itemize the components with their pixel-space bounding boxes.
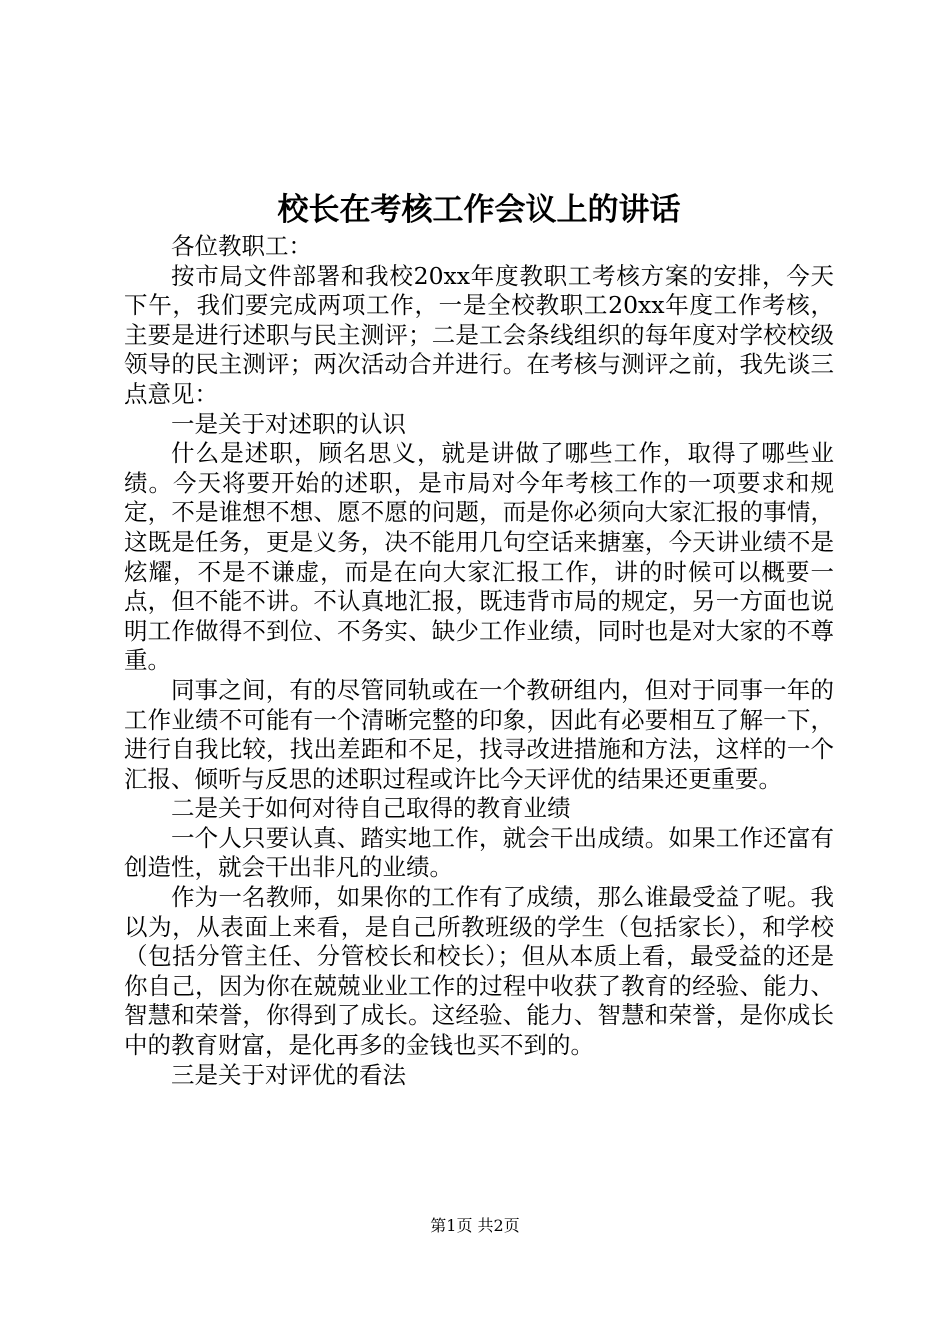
body-paragraph: 作为一名教师，如果你的工作有了成绩，那么谁最受益了呢。我以为，从表面上来看，是自己所教班级的学生（包括家长），和学校（包括分管主任、分管校长和校长）；但从本质上看，最受益的还是你自己，因为你在兢兢业业工作的过程中收获了教育的经验、能力、智慧和荣誉，你得到了成长。这经验、能力、智慧和荣誉，是你成长中的教育财富，是化再多的金钱也买不到的。: [124, 883, 834, 1060]
section-heading-3: 三是关于对评优的看法: [171, 1060, 406, 1089]
body-paragraph: 一个人只要认真、踏实地工作，就会干出成绩。如果工作还富有创造性，就会干出非凡的业绩。: [124, 823, 834, 882]
page-footer: 第1页 共2页: [430, 1216, 520, 1235]
document-page: [124, 0, 834, 1344]
document-title: 校长在考核工作会议上的讲话: [277, 192, 681, 228]
intro-paragraph: 按市局文件部署和我校20xx年度教职工考核方案的安排，今天下午，我们要完成两项工作，一是全校教职工20xx年度工作考核，主要是进行述职与民主测评；二是工会条线组织的每年度对学校校级领导的民主测评；两次活动合并进行。在考核与测评之前，我先谈三点意见：: [124, 261, 834, 408]
body-paragraph: 什么是述职，顾名思义，就是讲做了哪些工作，取得了哪些业绩。今天将要开始的述职，是市局对今年考核工作的一项要求和规定，不是谁想不想、愿不愿的问题，而是你必须向大家汇报的事情，这既是任务，更是义务，决不能用几句空话来搪塞，今天讲业绩不是炫耀，不是不谦虚，而是在向大家汇报工作，讲的时候可以概要一点，但不能不讲。不认真地汇报，既违背市局的规定，另一方面也说明工作做得不到位、不务实、缺少工作业绩，同时也是对大家的不尊重。: [124, 439, 834, 675]
document-body: [124, 232, 834, 1090]
body-paragraph: 同事之间，有的尽管同轨或在一个教研组内，但对于同事一年的工作业绩不可能有一个清晰完整的印象，因此有必要相互了解一下，进行自我比较，找出差距和不足，找寻改进措施和方法，这样的一个汇报、倾听与反思的述职过程或许比今天评优的结果还更重要。: [124, 675, 834, 793]
section-heading-1: 一是关于对述职的认识: [171, 409, 406, 438]
section-heading-2: 二是关于如何对待自己取得的教育业绩: [171, 794, 571, 823]
salutation: 各位教职工：: [171, 232, 312, 260]
